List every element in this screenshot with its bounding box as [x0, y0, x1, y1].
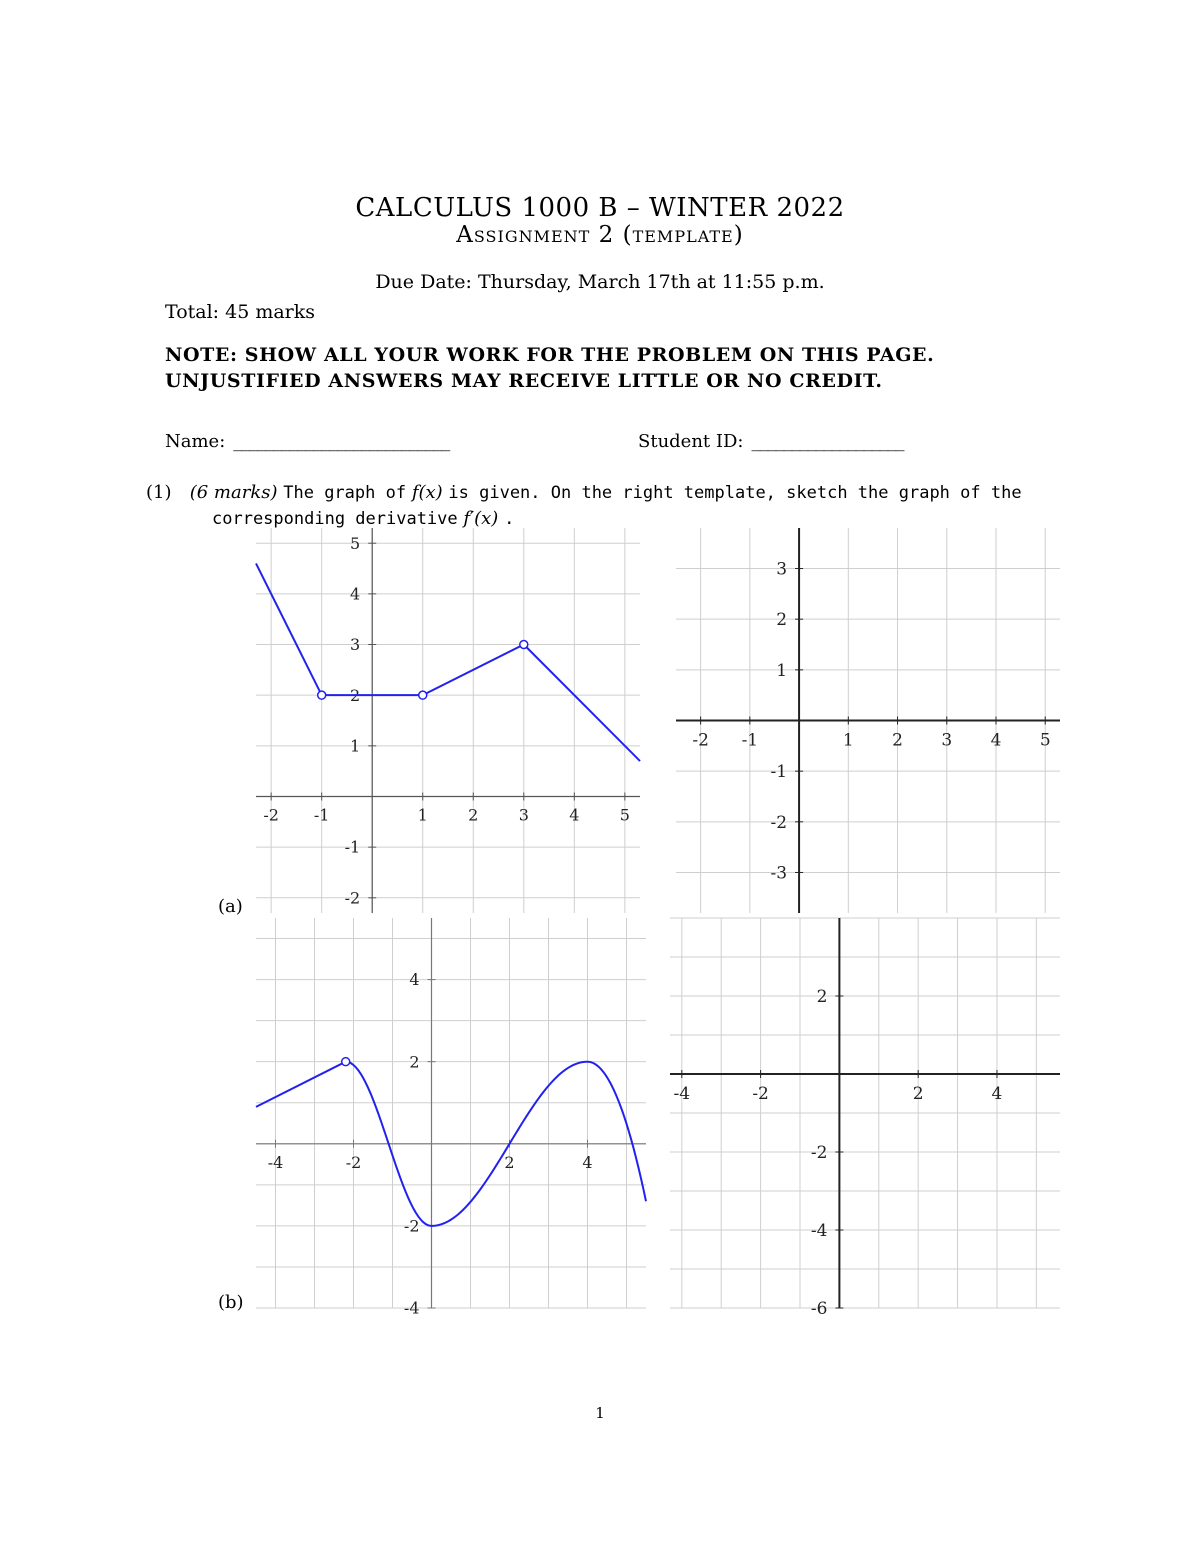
x-tick-label: 2: [504, 1152, 515, 1172]
problem-text-b: is given. On the right template, sketch the graph of the: [448, 483, 1022, 503]
y-tick-label: 2: [350, 685, 361, 705]
y-tick-label: -3: [770, 863, 788, 884]
problem-marks: (6 marks): [189, 482, 278, 503]
open-point: [318, 691, 326, 699]
problem-text-a: The graph of: [283, 483, 407, 503]
graph-a-template[interactable]: [676, 528, 1060, 913]
x-tick-label: 1: [842, 730, 854, 751]
note-line-2: UNJUSTIFIED ANSWERS MAY RECEIVE LITTLE OR NO CREDIT.: [165, 370, 883, 392]
y-tick-label: -1: [770, 762, 788, 783]
y-tick-label: 1: [776, 660, 788, 681]
name-field[interactable]: [165, 431, 449, 452]
due-date: Due Date: Thursday, March 17th at 11:55 p.m.: [375, 271, 825, 293]
y-tick-label: 2: [776, 610, 788, 631]
x-tick-label: -4: [267, 1152, 284, 1172]
y-tick-label: 2: [409, 1052, 420, 1072]
part-a-label: (a): [218, 896, 243, 917]
graph-b-template-plot[interactable]: [670, 918, 1060, 1319]
graph-a-given-plot: [256, 528, 640, 913]
x-tick-label: 3: [941, 730, 953, 751]
x-tick-label: -2: [263, 805, 279, 825]
x-tick-label: 1: [417, 805, 428, 825]
y-tick-label: -2: [403, 1216, 420, 1236]
part-b-label: (b): [218, 1292, 244, 1313]
function-segment: [256, 1062, 346, 1107]
y-tick-label: 4: [409, 970, 420, 990]
graph-a-given: [256, 528, 640, 913]
y-tick-label: 3: [776, 559, 788, 580]
problem-text-d: .: [504, 509, 515, 529]
name-blank[interactable]: ___________________________: [233, 431, 450, 452]
x-tick-label: 4: [991, 1084, 1003, 1104]
y-tick-label: -2: [810, 1142, 828, 1163]
x-tick-label: 2: [912, 1084, 924, 1104]
student-id-label: Student ID:: [638, 431, 744, 452]
x-tick-label: -2: [345, 1152, 362, 1172]
open-point: [520, 641, 528, 649]
y-tick-label: 4: [350, 584, 361, 604]
open-point: [419, 691, 427, 699]
x-tick-label: 5: [619, 805, 630, 825]
problem-text-c: corresponding derivative: [212, 509, 458, 529]
y-tick-label: 1: [350, 736, 361, 756]
x-tick-label: -2: [752, 1084, 769, 1104]
x-tick-label: -1: [313, 805, 330, 825]
name-label: Name:: [165, 431, 226, 452]
x-tick-label: 2: [468, 805, 479, 825]
y-tick-label: -2: [770, 812, 788, 833]
page-number: 1: [595, 1404, 605, 1422]
function-line: [256, 563, 640, 761]
graph-a-template-plot[interactable]: [676, 528, 1060, 913]
student-id-field[interactable]: [638, 431, 904, 452]
graph-b-template[interactable]: [670, 918, 1060, 1319]
assignment-title: CALCULUS 1000 B – WINTER 2022: [355, 193, 845, 223]
total-marks: Total: 45 marks: [165, 301, 316, 323]
y-tick-label: -1: [344, 837, 361, 857]
x-tick-label: -1: [741, 730, 759, 751]
x-tick-label: -4: [673, 1084, 691, 1104]
note-line-1: NOTE: SHOW ALL YOUR WORK FOR THE PROBLEM ON THIS PAGE.: [165, 344, 935, 366]
open-point: [342, 1058, 350, 1066]
y-tick-label: -4: [403, 1298, 420, 1318]
function-f: f(x): [411, 482, 443, 503]
y-tick-label: -6: [810, 1298, 828, 1319]
x-tick-label: 3: [518, 805, 529, 825]
y-tick-label: 5: [350, 533, 361, 553]
graph-b-given: [256, 918, 646, 1318]
derivative-f-prime: f′(x): [463, 508, 499, 529]
problem-1: [146, 480, 1060, 532]
y-tick-label: 3: [350, 635, 361, 655]
x-tick-label: -2: [692, 730, 709, 751]
student-id-blank[interactable]: ___________________: [751, 431, 904, 452]
y-tick-label: 2: [816, 986, 828, 1007]
y-tick-label: -2: [344, 888, 361, 908]
problem-number: (1): [146, 482, 172, 503]
y-tick-label: -4: [810, 1220, 828, 1241]
graph-b-given-plot: [256, 918, 646, 1318]
x-tick-label: 4: [569, 805, 580, 825]
x-tick-label: 4: [990, 730, 1002, 751]
x-tick-label: 2: [892, 730, 903, 751]
x-tick-label: 5: [1039, 730, 1051, 751]
x-tick-label: 4: [582, 1152, 593, 1172]
assignment-subtitle: Assignment 2 (template): [456, 222, 744, 248]
